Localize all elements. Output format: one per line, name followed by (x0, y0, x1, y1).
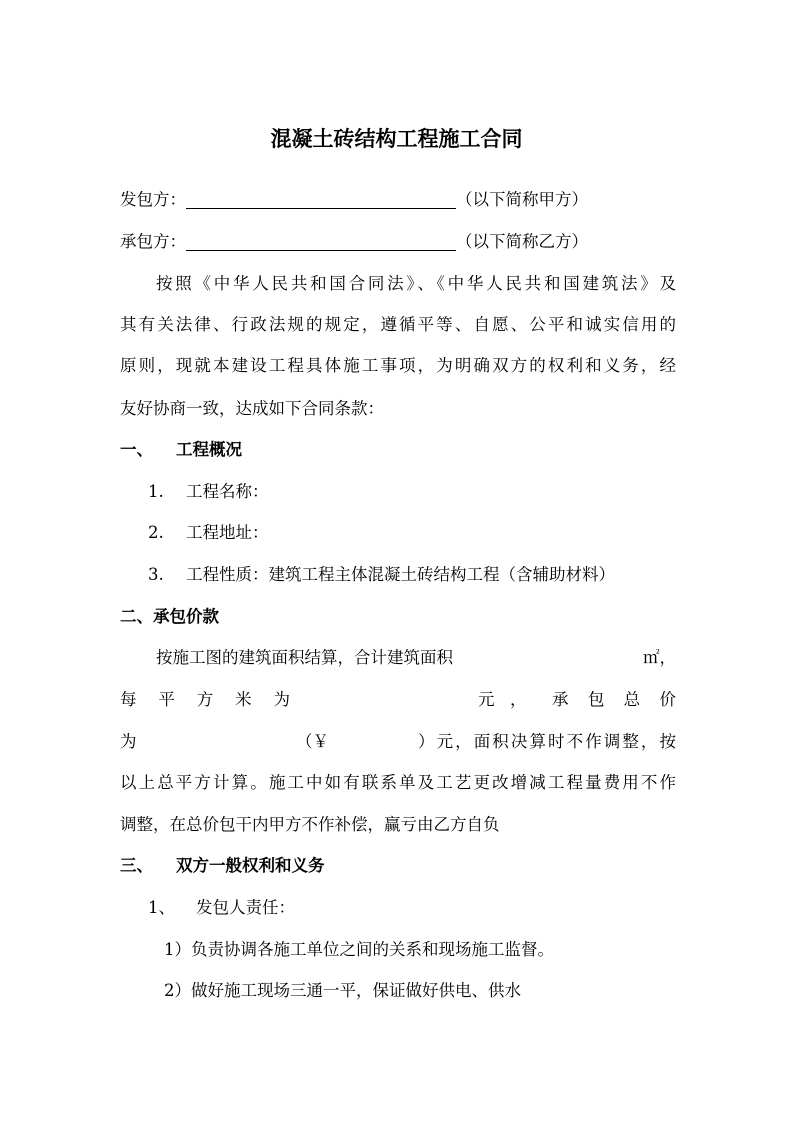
char: 包 (587, 690, 605, 709)
intro-line-3: 原则，现就本建设工程具体施工事项，为明确双方的权利和义务，经 (120, 356, 676, 375)
section3-heading: 双方一般权利和义务 (176, 856, 325, 875)
char: 价 (659, 690, 676, 709)
char: 方 (196, 690, 214, 709)
contractor-label: 承包方： (120, 232, 186, 251)
employer-suffix: （以下简称甲方） (456, 190, 588, 209)
section2-heading: 二、承包价款 (120, 607, 219, 626)
price-clause-line-4: 以上总平方计算。施工中如有联系单及工艺更改增减工程量费用不作 (120, 773, 676, 792)
duty-item: 2）做好施工现场三通一平，保证做好供电、供水 (164, 981, 521, 1000)
char: 总 (623, 690, 641, 709)
total-price-label (552, 690, 676, 710)
contractor-line (120, 232, 588, 252)
contractor-blank[interactable] (186, 233, 456, 251)
char: 承 (552, 690, 569, 709)
section1-number: 一、 (120, 440, 153, 459)
price-clause-line-5: 调整，在总价包干内甲方不作补偿，赢亏由乙方自负 (120, 815, 500, 834)
sub1-number: 1、 (148, 898, 175, 917)
project-nature: 工程性质：建筑工程主体混凝土砖结构工程（含辅助材料） (186, 565, 615, 584)
rmb-paren: （￥ (296, 732, 329, 751)
employer-label: 发包方： (120, 190, 186, 209)
char: 平 (158, 690, 175, 709)
section3-number: 三、 (120, 856, 153, 875)
char: 米 (235, 690, 252, 709)
intro-line-2: 其有关法律、行政法规的规定，遵循平等、自愿、公平和诚实信用的 (120, 315, 676, 334)
item-number: 2. (148, 523, 164, 542)
total-price-rest: ）元，面积决算时不作调整，按 (418, 732, 676, 751)
employer-duties-heading: 发包人责任： (196, 898, 295, 917)
char: 每 (120, 690, 137, 709)
total-price-start: 为 (120, 732, 137, 751)
contractor-suffix: （以下简称乙方） (456, 232, 588, 251)
intro-line-1: 按照《中华人民共和国合同法》、《中华人民共和国建筑法》及 (156, 274, 676, 293)
project-name-label: 工程名称： (186, 482, 269, 501)
area-unit: ㎡， (643, 648, 676, 667)
employer-blank[interactable] (186, 191, 456, 209)
area-line: 按施工图的建筑面积结算，合计建筑面积 (156, 648, 453, 667)
item-number: 3. (148, 565, 164, 584)
intro-line-4: 友好协商一致，达成如下合同条款： (120, 399, 384, 418)
employer-line (120, 190, 588, 210)
item-number: 1. (148, 482, 164, 501)
document-title: 混凝土砖结构工程施工合同 (270, 127, 523, 151)
char: 为 (273, 690, 290, 709)
yuan-label: 元 (478, 690, 495, 709)
project-address-label: 工程地址： (186, 523, 269, 542)
comma: ， (510, 690, 527, 709)
unit-price-label (120, 690, 290, 710)
section1-heading: 工程概况 (176, 440, 242, 459)
duty-item: 1）负责协调各施工单位之间的关系和现场施工监督。 (164, 940, 554, 959)
